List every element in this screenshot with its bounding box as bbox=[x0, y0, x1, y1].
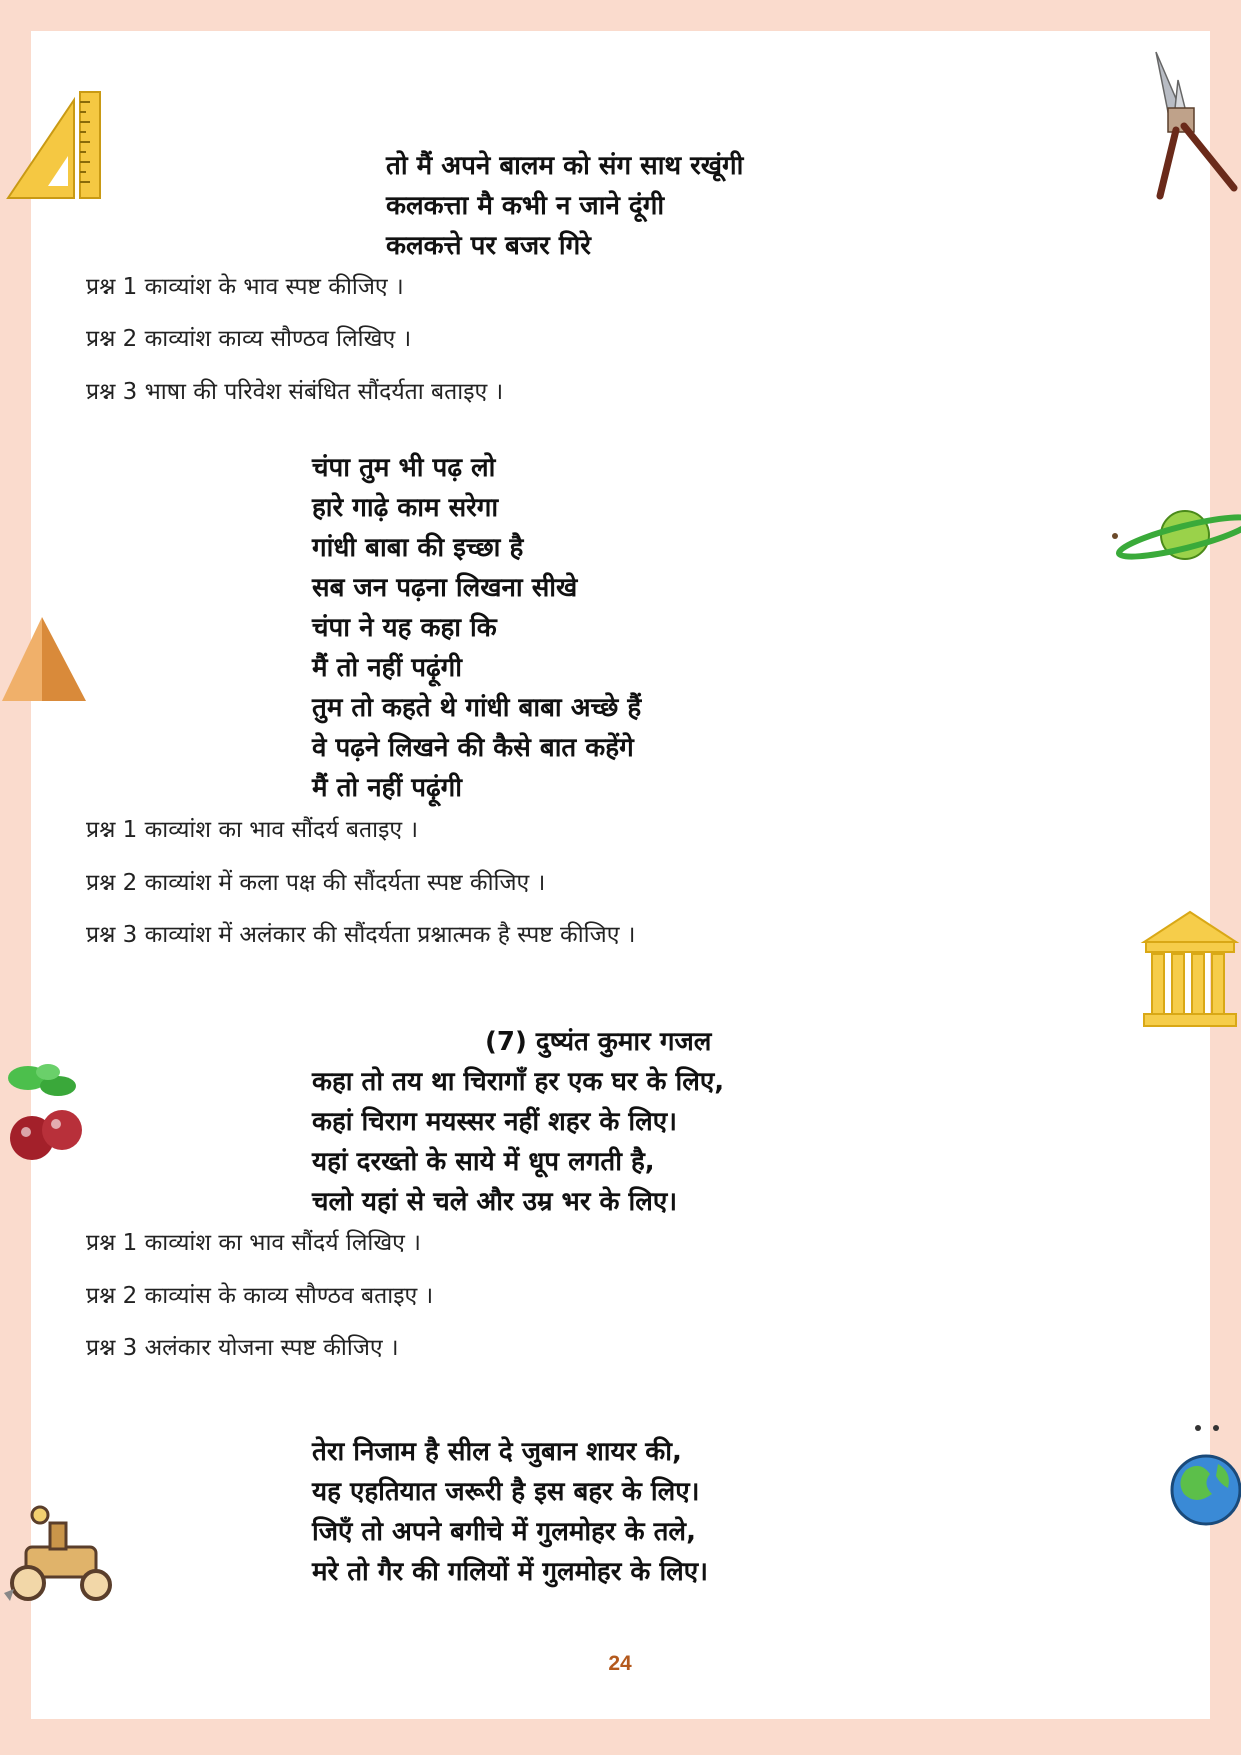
poem-line: चंपा तुम भी पढ़ लो bbox=[312, 453, 496, 483]
question-1: प्रश्न 1 काव्यांश का भाव सौंदर्य लिखिए । bbox=[86, 1230, 421, 1256]
poem-line: चंपा ने यह कहा कि bbox=[312, 613, 497, 643]
poem-line: यह एहतियात जरूरी है इस बहर के लिए। bbox=[312, 1477, 700, 1507]
question-1: प्रश्न 1 काव्यांश के भाव स्पष्ट कीजिए । bbox=[86, 274, 404, 300]
poem-3 bbox=[312, 1062, 724, 1222]
ruler-triangle-icon bbox=[4, 90, 104, 202]
poem-line: कलकत्ते पर बजर गिरे bbox=[386, 231, 591, 261]
tractor-icon bbox=[0, 1505, 126, 1605]
question-2: प्रश्न 2 काव्यांस के काव्य सौण्ठव बताइए । bbox=[86, 1283, 434, 1309]
poem-line: वे पढ़ने लिखने की कैसे बात कहेंगे bbox=[312, 733, 634, 763]
poem-line: कहा तो तय था चिरागाँ हर एक घर के लिए, bbox=[312, 1067, 725, 1097]
berries-icon bbox=[4, 1060, 88, 1166]
poem-1 bbox=[386, 146, 743, 266]
poem-line: मरे तो गैर की गलियों में गुलमोहर के लिए। bbox=[312, 1557, 709, 1587]
question-2: प्रश्न 2 काव्यांश में कला पक्ष की सौंदर्यता स्पष्ट कीजिए । bbox=[86, 870, 546, 896]
poem-2 bbox=[312, 448, 641, 808]
poem-line: मैं तो नहीं पढ़ूंगी bbox=[312, 653, 463, 683]
poem-line: चलो यहां से चले और उम्र भर के लिए। bbox=[312, 1187, 678, 1217]
question-3: प्रश्न 3 भाषा की परिवेश संबंधित सौंदर्यता बताइए । bbox=[86, 379, 504, 405]
question-2: प्रश्न 2 काव्यांश काव्य सौण्ठव लिखिए । bbox=[86, 326, 412, 352]
garden-shears-icon bbox=[1150, 50, 1240, 200]
poem-line: सब जन पढ़ना लिखना सीखे bbox=[312, 573, 578, 603]
earth-globe-icon bbox=[1166, 1420, 1241, 1530]
poem-line: हारे गाढ़े काम सरेगा bbox=[312, 493, 499, 523]
question-3: प्रश्न 3 अलंकार योजना स्पष्ट कीजिए । bbox=[86, 1335, 399, 1361]
page-number: 24 bbox=[608, 1652, 632, 1675]
temple-icon bbox=[1140, 910, 1241, 1030]
poem-line: यहां दरख्तो के साये में धूप लगती है, bbox=[312, 1147, 655, 1177]
section-heading: (7) दुष्यंत कुमार गजल bbox=[485, 1027, 712, 1057]
poem-line: तेरा निजाम है सील दे जुबान शायर की, bbox=[312, 1437, 682, 1467]
poem-line: जिएँ तो अपने बगीचे में गुलमोहर के तले, bbox=[312, 1517, 696, 1547]
poem-line: कलकत्ता मै कभी न जाने दूंगी bbox=[386, 191, 665, 221]
poem-line: गांधी बाबा की इच्छा है bbox=[312, 533, 524, 563]
poem-4 bbox=[312, 1432, 708, 1592]
planet-icon bbox=[1105, 500, 1241, 570]
poem-line: मैं तो नहीं पढ़ूंगी bbox=[312, 773, 463, 803]
pyramid-icon bbox=[0, 615, 88, 705]
question-1: प्रश्न 1 काव्यांश का भाव सौंदर्य बताइए । bbox=[86, 817, 419, 843]
poem-line: तुम तो कहते थे गांधी बाबा अच्छे हैं bbox=[312, 693, 642, 723]
question-3: प्रश्न 3 काव्यांश में अलंकार की सौंदर्यता प्रश्नात्मक है स्पष्ट कीजिए । bbox=[86, 922, 636, 948]
poem-line: तो मैं अपने बालम को संग साथ रखूंगी bbox=[386, 151, 744, 181]
poem-line: कहां चिराग मयस्सर नहीं शहर के लिए। bbox=[312, 1107, 677, 1137]
